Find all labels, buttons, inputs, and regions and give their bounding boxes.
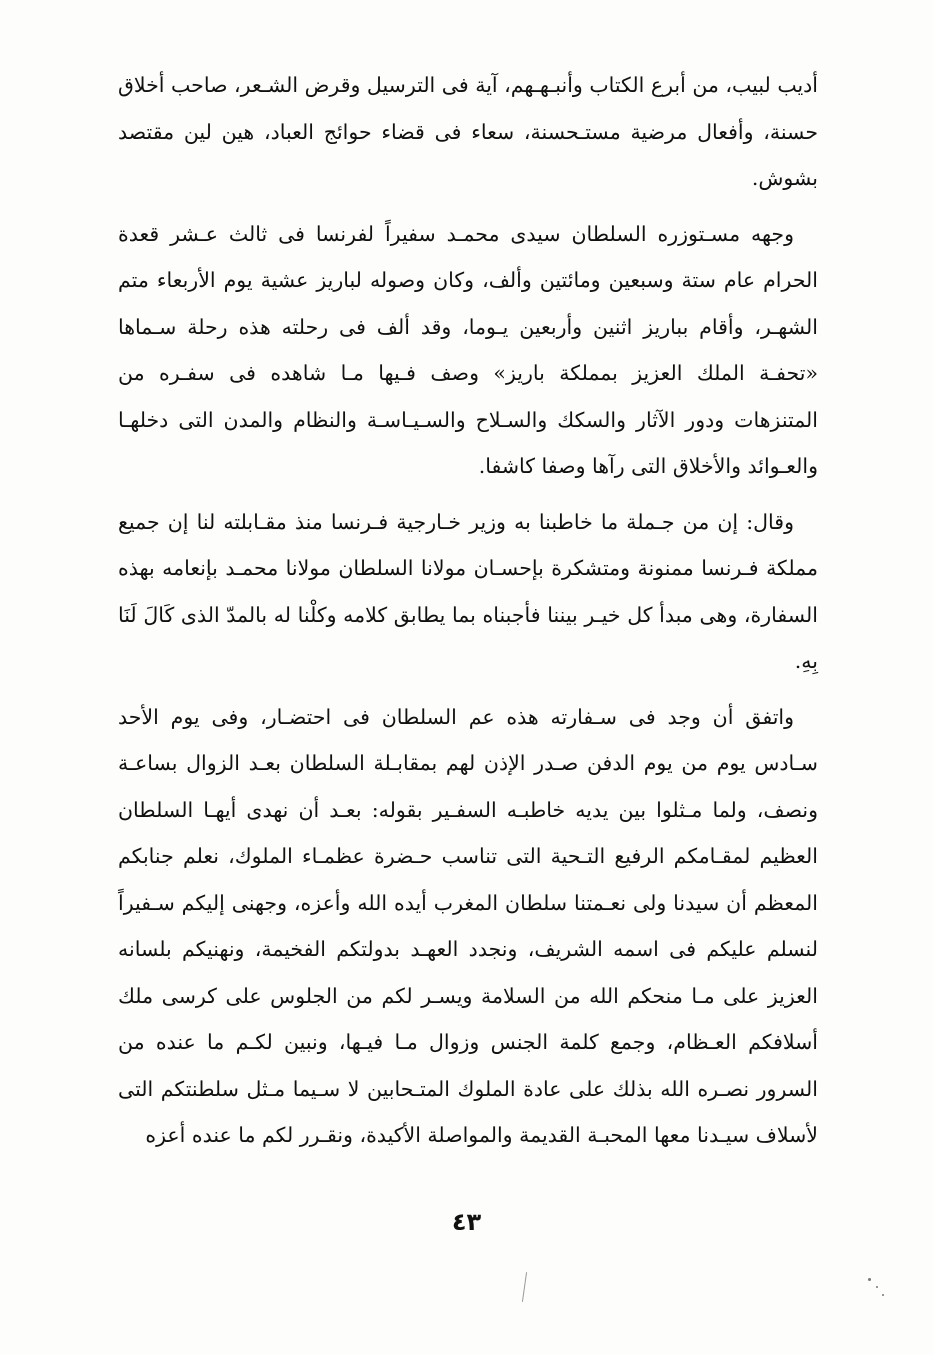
paragraph-4: واتفق أن وجد فى سـفارته هذه عم السلطان فى احتضـار، وفى يوم الأحد سـادس يوم من يوم الدفن صـدر الإذن لهم بمقابـلة السلطان بعـد الزوال بساعـة ونصف، ولما مـثلوا بين يديه خاطبـه السفـير بقوله: بعـد أن نهدى أيهـا السلطان العظيم لمقـامكم الرفيع التـحية التى تناسب حـضرة عظمـاء الملوك، نعلم جنابكم المعظم أن سيدنا ولى نعـمتنا سلطان المغرب أيده الله وأعزه، وجهنى إليكم سـفيراً لنسلم عليكم فى اسمه الشريف، ونجدد العهـد بدولتكم الفخيمة، ونهنيكم بلسانه العزيز على مـا منحكم الله من السلامة ويسـر لكم من الجلوس على كرسى ملك أسلافكم العـظام، وجمع كلمة الجنس وزوال مـا فيـها، ونبين لكـم ما عنده من السرور نصـره الله بذلك على عادة الملوك المتـحابين لا سـيما مـثل سلطنتكم التى لأسلاف سيـدنا معها المحبـة القديمة والمواصلة الأكيدة، ونقـرر لكم ما عنده أعزه <box>118 704 818 1147</box>
paragraph-3: وقال: إن من جـملة ما خاطبنا به وزير خـارجية فـرنسا منذ مقـابلته لنا إن جميع مملكة فـرنسا ممنونة ومتشكرة بإحسـان مولانا السلطان مولانا محمـد بإنعامه بهذه السفارة، وهى مبدأ كل خيـر بيننا فأجبناه بما يطابق كلامه وكلْنا له بالمدّ الذى كَالَ لَنَا بِهِ. <box>118 509 818 673</box>
scan-speck <box>868 1278 871 1281</box>
scan-scratch <box>522 1272 527 1302</box>
paragraph-2: وجهه مسـتوزره السلطان سيدى محمـد سفيراً لفرنسا فى ثالث عـشر قعدة الحرام عام ستة وسبعين ومائتين وألف، وكان وصوله لباريز عشية يوم الأربعاء متم الشهـر، وأقام بباريز اثنين وأربعين يـوما، وقد ألف فى رحلته هذه رحلة سـماها «تحفـة الملك العزيز بمملكة باريز» وصف فـيها مـا شاهده فى سفـره من المتنزهات ودور الآثار والسكك والسـلاح والسـيـاسـة والنظام والمدن التى دخلهـا والعـوائد والأخلاق التى رآها وصفا كاشفا. <box>118 221 818 478</box>
scan-speck <box>876 1286 878 1288</box>
page-number: ٤٣ <box>451 1208 482 1236</box>
paragraph-1: أديب لبيب، من أبرع الكتاب وأنبـهـهم، آية فى الترسيل وقرض الشـعر، صاحب أخلاق حسنة، وأفعال مرضية مستـحسنة، سعاء فى قضاء حوائج العباد، هين لين مقتصد بشوش. <box>118 73 818 190</box>
scan-speck <box>882 1294 884 1296</box>
body-text <box>118 62 818 1168</box>
